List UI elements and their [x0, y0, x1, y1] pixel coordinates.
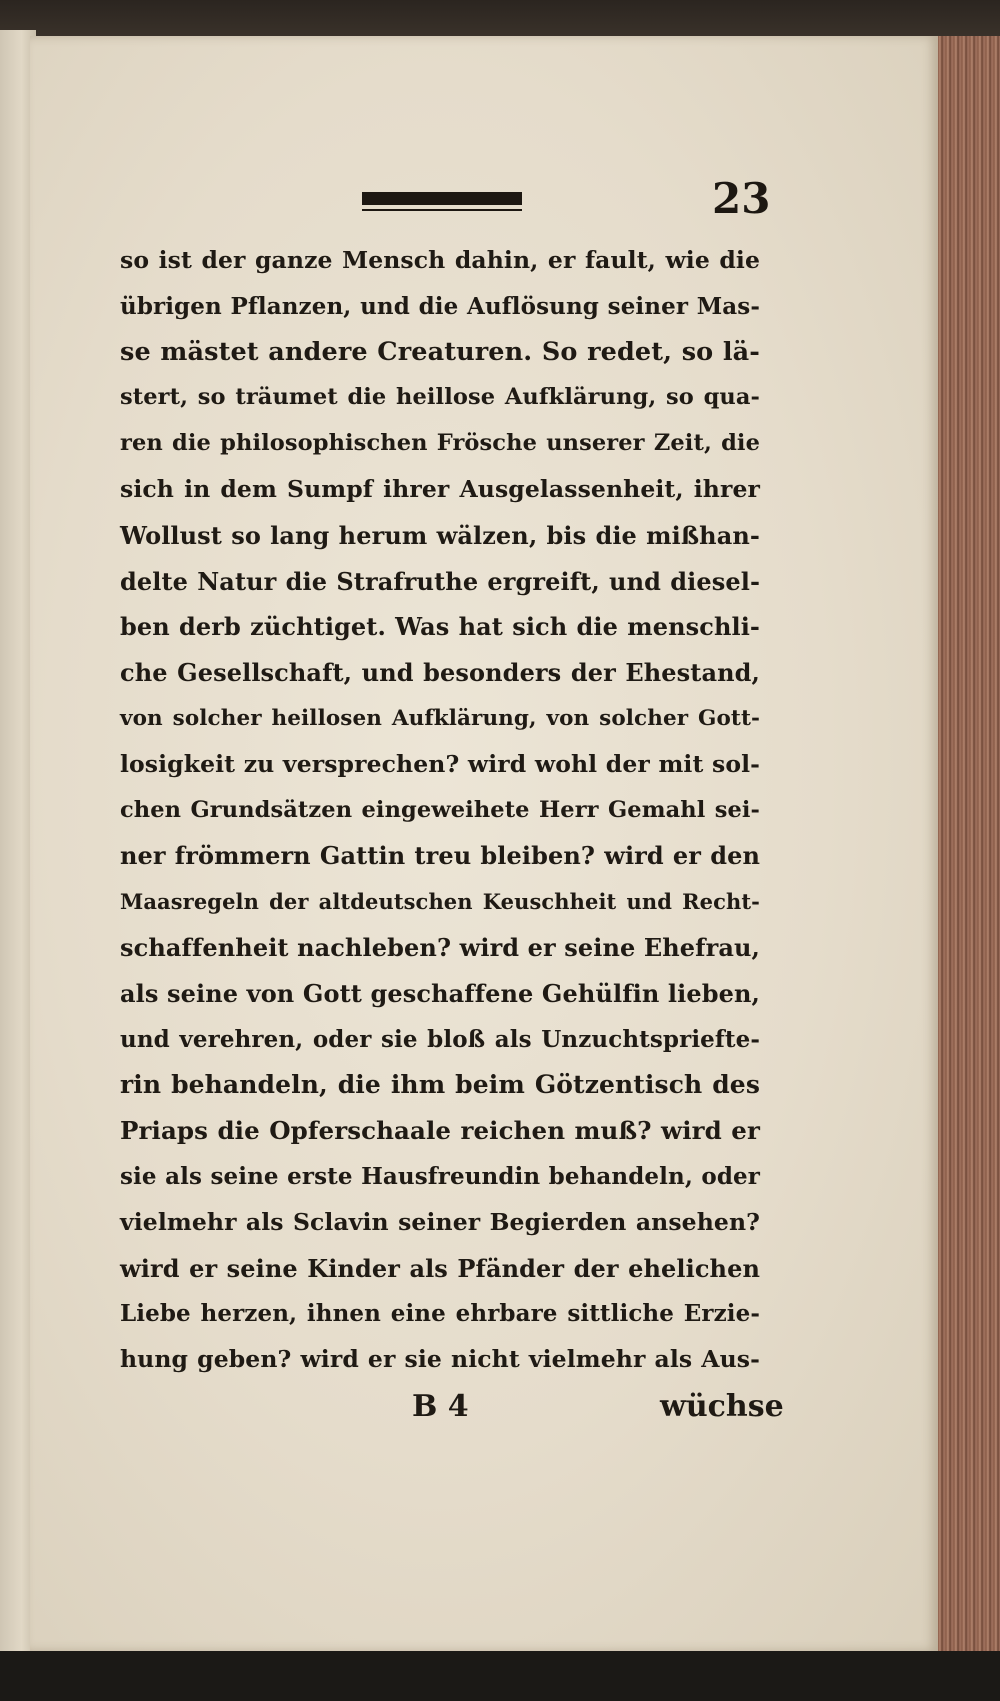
- text-line: delte Natur die Strafruthe ergreift, und diesel-: [120, 566, 760, 596]
- text-line: als seine von Gott geschaffene Gehülfin lieben,: [120, 978, 760, 1008]
- text-line: losigkeit zu versprechen? wird wohl der mit sol-: [120, 749, 760, 778]
- text-line: hung geben? wird er sie nicht vielmehr als Aus-: [120, 1345, 760, 1374]
- page-number: 23: [712, 174, 771, 223]
- text-line: Liebe herzen, ihnen eine ehrbare sittliche Erzie-: [120, 1300, 760, 1328]
- text-line: che Gesellschaft, und besonders der Ehestand,: [120, 658, 760, 688]
- text-line: ren die philosophischen Frösche unserer Zeit, die: [120, 430, 760, 457]
- text-line: se mästet andere Creaturen. So redet, so lä-: [120, 336, 760, 367]
- scan-background-bottom: [0, 1651, 1000, 1701]
- text-line: wird er seine Kinder als Pfänder der ehelichen: [120, 1253, 760, 1283]
- header-rule-thin: [362, 209, 522, 211]
- text-line: von solcher heillosen Aufklärung, von solcher Gott-: [120, 705, 760, 731]
- catchword: wüchse: [660, 1389, 784, 1424]
- text-line: stert, so träumet die heillose Aufklärung, so qua-: [120, 384, 760, 411]
- text-line: so ist der ganze Mensch dahin, er fault, wie die: [120, 246, 760, 274]
- text-line: rin behandeln, die ihm beim Götzentisch des: [120, 1070, 760, 1100]
- text-line: schaffenheit nachleben? wird er seine Ehefrau,: [120, 932, 760, 962]
- page-block-edge: [938, 36, 1000, 1651]
- text-line: Priaps die Opferschaale reichen muß? wird er: [120, 1116, 760, 1146]
- body-text: [120, 238, 760, 1383]
- text-line: Wollust so lang herum wälzen, bis die mißhan-: [120, 520, 760, 550]
- text-line: ner frömmern Gattin treu bleiben? wird er den: [120, 841, 760, 871]
- text-line: ben derb züchtiget. Was hat sich die menschli-: [120, 612, 760, 642]
- text-line: und verehren, oder sie bloß als Unzuchtspriefte-: [120, 1025, 760, 1053]
- text-line: sie als seine erste Hausfreundin behandeln, oder: [120, 1162, 760, 1190]
- signature-mark: B 4: [412, 1389, 469, 1424]
- text-line: sich in dem Sumpf ihrer Ausgelassenheit, ihrer: [120, 474, 760, 503]
- text-line: chen Grundsätzen eingeweihete Herr Gemahl sei-: [120, 796, 760, 823]
- text-line: Maasregeln der altdeutschen Keuschheit und Recht-: [120, 889, 760, 915]
- scan-background-top: [0, 0, 1000, 38]
- header-rule: [362, 192, 522, 205]
- text-line: vielmehr als Sclavin seiner Begierden ansehen?: [120, 1207, 760, 1236]
- text-line: übrigen Pflanzen, und die Auflösung seiner Mas-: [120, 292, 760, 320]
